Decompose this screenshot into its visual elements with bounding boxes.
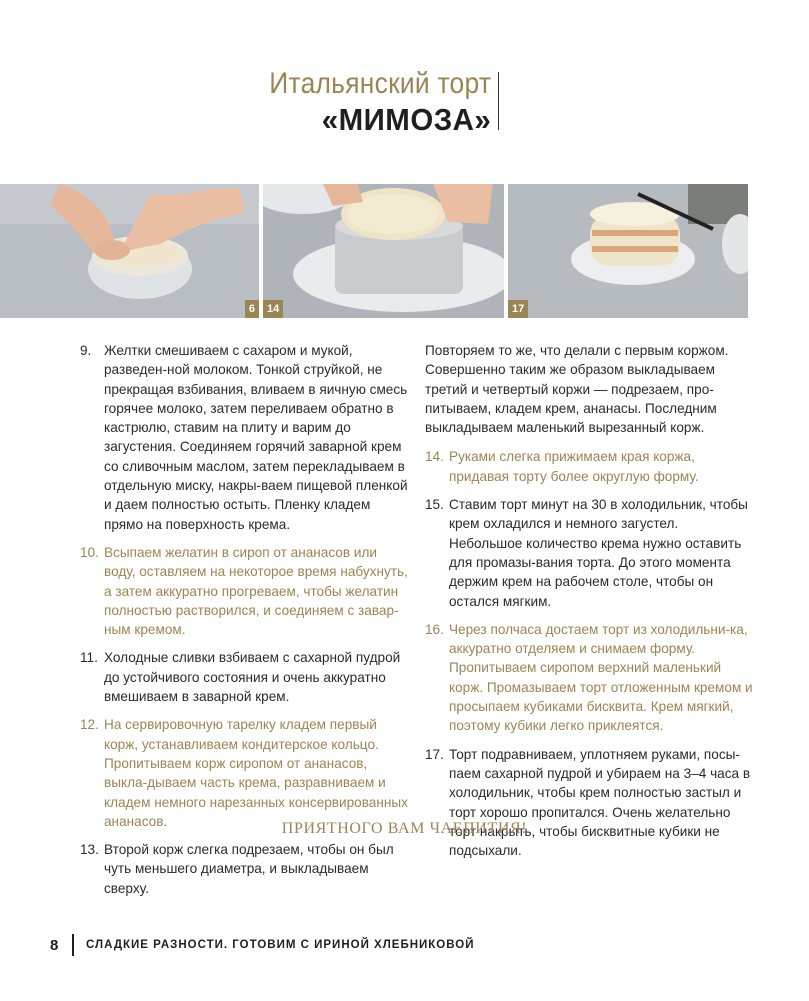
step-number: 10.	[80, 544, 99, 560]
step-text: Всыпаем желатин в сироп от ананасов или воду, оставляем на некоторое время набухнуть, а затем аккуратно прогреваем, чтобы желатин полностью растворился, и соединяем с завар-ным кремом.	[104, 544, 408, 638]
step-17	[425, 745, 755, 861]
step-15	[425, 495, 755, 611]
step-10	[80, 543, 410, 639]
step-text: Ставим торт минут на 30 в холодильник, чтобы крем охладился и немного загустел. Небольшое количество крема нужно оставить для промазы-вания торта. До этого момента держим крем на рабочем столе, чтобы он остался мягким.	[449, 497, 748, 609]
step-number: 14.	[425, 449, 444, 465]
hands-mixing-bowl-photo	[0, 184, 259, 318]
step-number: 9.	[80, 343, 92, 358]
step-14	[425, 447, 755, 486]
closing-wish: ПРИЯТНОГО ВАМ ЧАЕПИТИЯ!	[281, 820, 528, 837]
step-text: Желтки смешиваем с сахаром и мукой, разведен-ной молоком. Тонкой струйкой, не прекращая взбивания, вливаем в яичную смесь горячее молоко, затем переливаем обратно в кастрюлю, ставим на плиту и варим до загустения. Соединяем горячий заварной крем со сливочным маслом, затем перекладываем в отдельную миску, накры-ваем пищевой пленкой и даем полностью остыть. Пленку кладем прямо на поверхность крема.	[104, 343, 408, 532]
step-12	[80, 715, 410, 831]
step-text: На сервировочную тарелку кладем первый корж, устанавливаем кондитерское кольцо. Пропитываем корж сиропом от ананасов, выкла-дываем часть крема, разравниваем и кладем немного нарезанных консервированных ананасов.	[104, 717, 408, 829]
step-11	[80, 648, 410, 706]
title-block	[239, 66, 491, 138]
steps-right-column	[425, 341, 755, 869]
page-title: Итальянский торт	[269, 67, 491, 100]
step-number: 11.	[80, 650, 98, 666]
step-9	[80, 341, 410, 534]
step-13-continued: Повторяем то же, что делали с первым коржом. Совершенно таким же образом выкладываем третий и четвертый коржи — подрезаем, про-питываем, кладем крем, ананасы. Последним выкладываем маленький вырезанный корж.	[425, 343, 729, 436]
step-number: 16.	[425, 621, 444, 637]
pressing-cake-layer-in-ring-photo	[263, 184, 504, 318]
page-title-dish-name: «МИМОЗА»	[321, 102, 491, 137]
page-footer	[50, 935, 474, 955]
step-16	[425, 620, 755, 736]
photo-step-number: 17	[508, 300, 528, 318]
step-number: 15.	[425, 497, 444, 513]
photo-step-number: 14	[263, 300, 283, 318]
title-divider	[498, 72, 499, 130]
photo-strip	[0, 184, 809, 318]
step-13	[80, 840, 410, 898]
step-number: 17.	[425, 746, 444, 762]
running-head: СЛАДКИЕ РАЗНОСТИ. ГОТОВИМ С ИРИНОЙ ХЛЕБНИКОВОЙ	[86, 939, 475, 951]
step-text: Холодные сливки взбиваем с сахарной пудрой до устойчивого состояния и очень аккуратно вмешиваем в заварной крем.	[104, 650, 401, 705]
photo-step-number: 6	[245, 300, 259, 318]
step-number: 13.	[80, 842, 99, 858]
finished-cake-on-plate-photo	[508, 184, 748, 318]
step-text: Торт подравниваем, уплотняем руками, посы-паем сахарной пудрой и убираем на 3–4 часа в холодильник, чтобы крем полностью застыл и торт хорошо пропитался. Очень желательно торт накрыть, чтобы бисквитные кубики не подсыхали.	[449, 746, 751, 859]
step-text: Руками слегка прижимаем края коржа, придавая торту более округлую форму.	[449, 449, 699, 484]
step-text: Через полчаса достаем торт из холодильни-ка, аккуратно отделяем и снимаем форму. Пропитываем сиропом верхний маленький корж. Промазываем торт отложенным кремом и просыпаем кубиками бисквита. Крем мягкий, поэтому кубики легко приклеятся.	[449, 621, 753, 734]
page-number: 8	[50, 936, 59, 954]
step-text: Второй корж слегка подрезаем, чтобы он был чуть меньшего диаметра, и выкладываем сверху.	[104, 842, 394, 896]
footer-divider	[72, 934, 74, 956]
step-number: 12.	[80, 717, 99, 733]
